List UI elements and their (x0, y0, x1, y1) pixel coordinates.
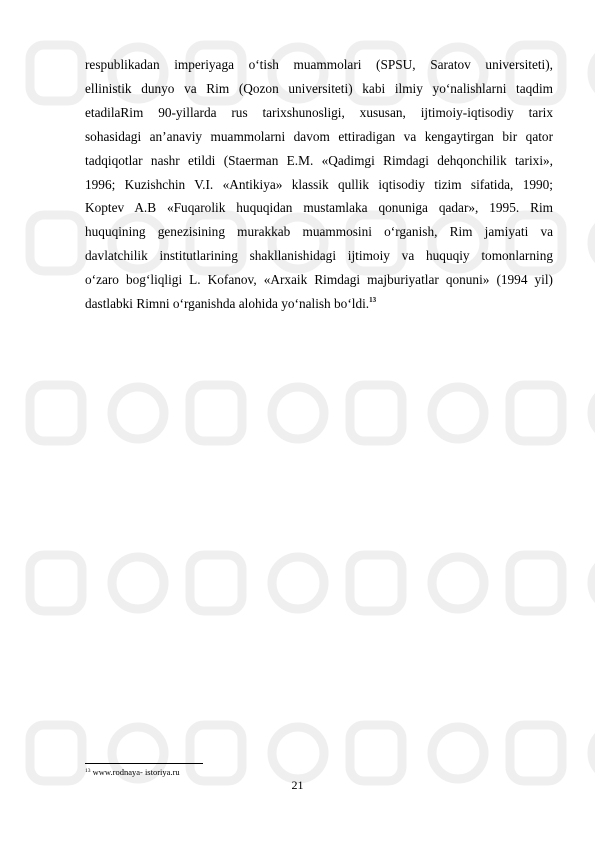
footnote-text: www.rodnaya- istoriya.ru (90, 767, 180, 777)
footnote-reference: 13 (369, 296, 377, 305)
paragraph-line-text: ellinistik dunyo va Rim (Qozon universiteti) kabi ilmiy yo‘nalishlarni taqdim (85, 80, 553, 96)
paragraph-line (85, 101, 553, 125)
paragraph-line-text: dastlabki Rimni o‘rganishda alohida yo‘nalish bo‘ldi. (85, 296, 370, 312)
paragraph-line (85, 220, 553, 244)
paragraph-line (85, 149, 553, 173)
paragraph-line (85, 173, 553, 197)
paragraph-line-text: o‘zaro bog‘liqligi L. Kofanov, «Arxaik Rimdagi majburiyatlar qonuni» (1994 yil) (85, 272, 553, 288)
footnote-number: 13 (85, 768, 91, 774)
paragraph-line (85, 292, 553, 316)
paragraph-line (85, 196, 553, 220)
paragraph-line (85, 244, 553, 268)
paragraph-line (85, 268, 553, 292)
paragraph-line-text: huquqining genezisining murakkab muammosini o‘rganish, Rim jamiyati va (85, 224, 553, 240)
paragraph-line-text: 1996; Kuzishchin V.I. «Antikiya» klassik qullik iqtisodiy tizim sifatida, 1990; (85, 176, 553, 192)
paragraph-line-text: sohasidagi an’anaviy muammolarni davom ettiradigan va kengaytirgan bir qator (85, 128, 553, 144)
paragraph-line-text: tadqiqotlar nashr etildi (Staerman E.M. «Qadimgi Rimdagi dehqonchilik tarixi», (85, 152, 553, 168)
paragraph-line-text: respublikadan imperiyaga o‘tish muammolari (SPSU, Saratov universiteti), (85, 57, 553, 72)
paragraph-line (85, 77, 553, 101)
paragraph-line-text: etadilaRim 90-yillarda rus tarixshunosligi, xususan, ijtimoiy-iqtisodiy tarix (85, 104, 553, 120)
paragraph-line-text: Koptev A.B «Fuqarolik huquqidan mustamlaka qonuniga qadar», 1995. Rim (85, 200, 553, 216)
body-paragraph (85, 53, 553, 316)
paragraph-line (85, 53, 553, 77)
page-number: 21 (291, 778, 304, 792)
footnote (85, 767, 180, 777)
footnote-separator (85, 763, 203, 764)
paragraph-line-text: davlatchilik institutlarining shakllanishidagi ijtimoiy va huquqiy tomonlarning (85, 248, 553, 264)
paragraph-line (85, 125, 553, 149)
